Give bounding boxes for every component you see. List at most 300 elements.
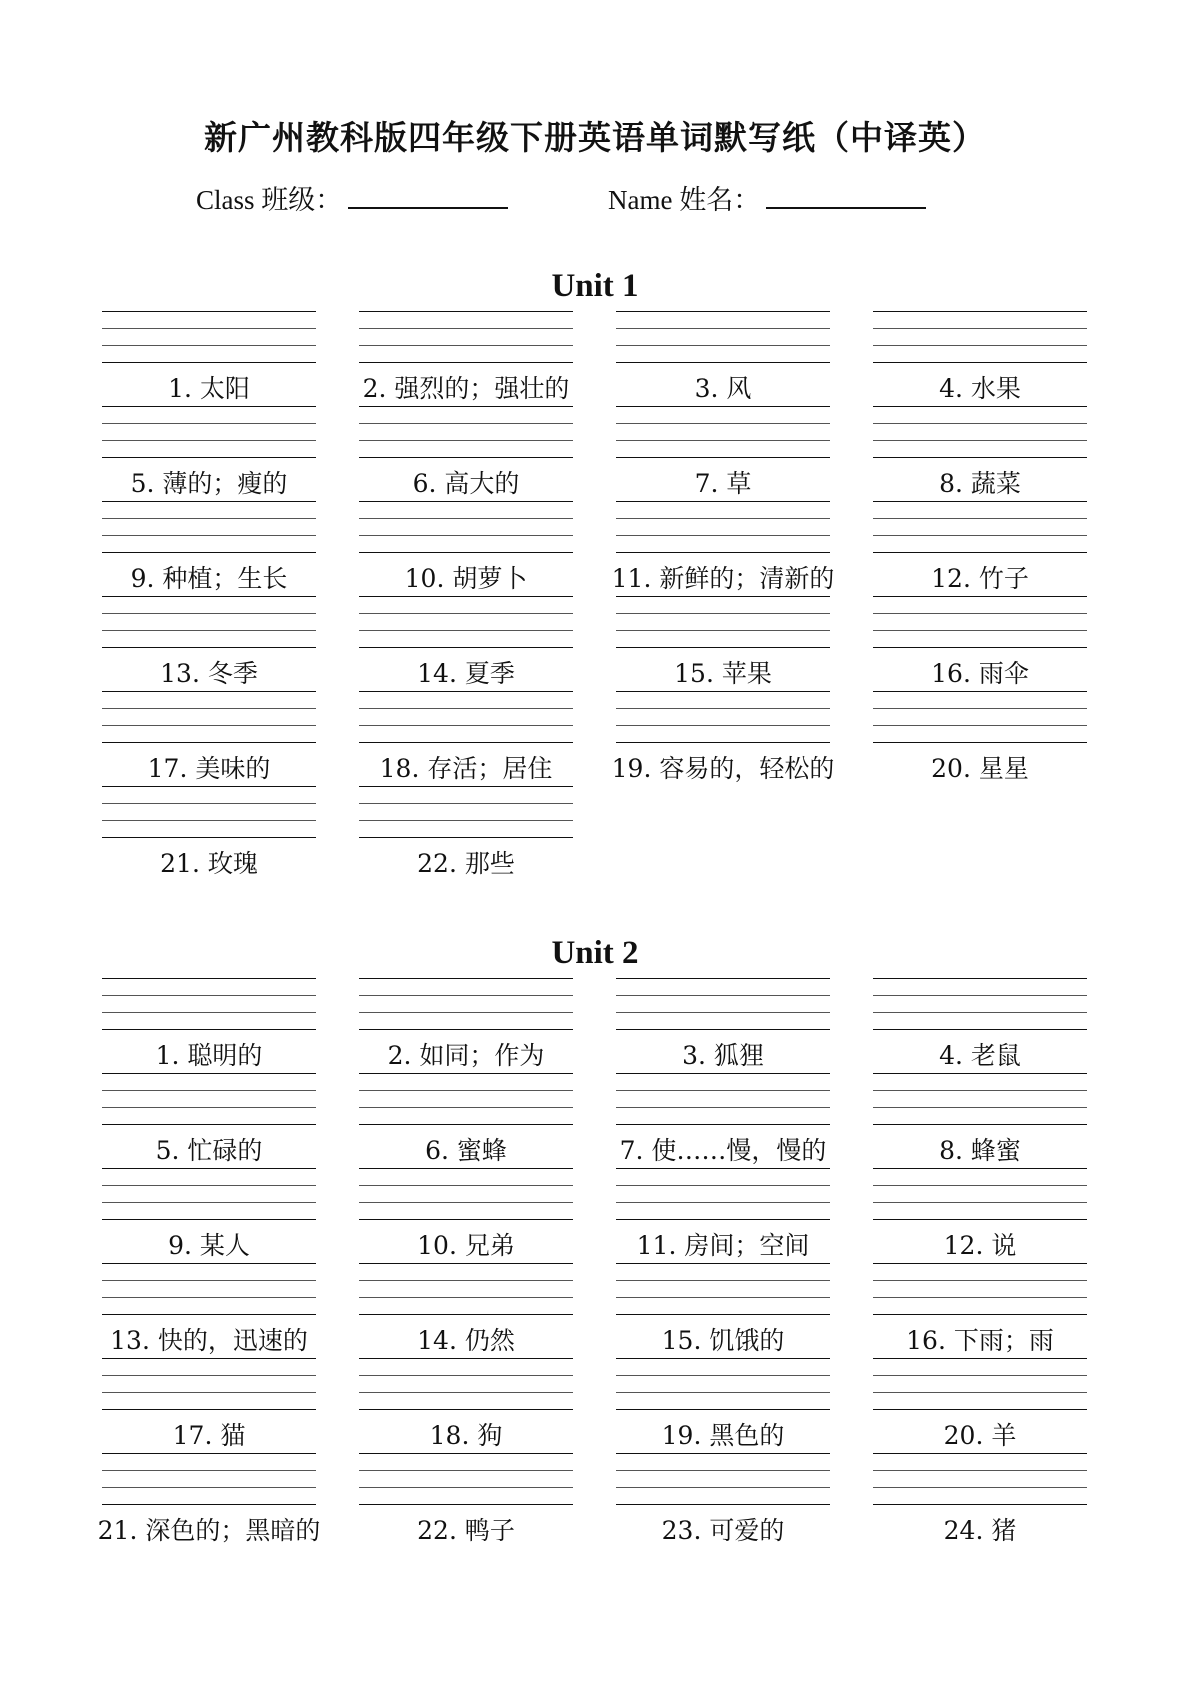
- writing-lines[interactable]: [102, 501, 316, 553]
- writing-line: [873, 406, 1087, 407]
- writing-line: [359, 708, 573, 709]
- word-entry: [359, 978, 573, 1068]
- word-entry: [873, 1073, 1087, 1163]
- writing-line: [873, 1504, 1087, 1505]
- writing-line: [102, 803, 316, 804]
- writing-lines[interactable]: [359, 1263, 573, 1315]
- writing-line: [102, 725, 316, 726]
- writing-lines[interactable]: [616, 406, 830, 458]
- word-entry: [102, 786, 316, 876]
- writing-line: [102, 1073, 316, 1074]
- writing-line: [873, 1185, 1087, 1186]
- writing-line: [873, 1219, 1087, 1220]
- writing-line: [102, 837, 316, 838]
- writing-line: [616, 406, 830, 407]
- word-prompt: 14. 夏季: [417, 659, 515, 688]
- writing-lines[interactable]: [873, 406, 1087, 458]
- writing-line: [616, 647, 830, 648]
- word-entry: [359, 1263, 573, 1353]
- word-entry: [873, 406, 1087, 496]
- class-label: Class 班级：: [196, 185, 343, 215]
- word-prompt: 2. 强烈的；强壮的: [362, 374, 570, 403]
- writing-lines[interactable]: [873, 691, 1087, 743]
- writing-line: [873, 630, 1087, 631]
- writing-lines[interactable]: [102, 1453, 316, 1505]
- word-entry: [102, 978, 316, 1068]
- writing-lines[interactable]: [102, 978, 316, 1030]
- word-entry: [616, 311, 830, 401]
- writing-line: [359, 613, 573, 614]
- word-entry: [359, 1073, 573, 1163]
- writing-line: [359, 837, 573, 838]
- writing-line: [102, 742, 316, 743]
- unit1-title: Unit 1: [551, 268, 639, 304]
- writing-line: [873, 362, 1087, 363]
- writing-line: [359, 978, 573, 979]
- writing-lines[interactable]: [102, 406, 316, 458]
- word-entry: [102, 311, 316, 401]
- writing-lines[interactable]: [359, 406, 573, 458]
- writing-line: [102, 613, 316, 614]
- writing-lines[interactable]: [102, 691, 316, 743]
- writing-line: [873, 311, 1087, 312]
- writing-lines[interactable]: [616, 978, 830, 1030]
- writing-lines[interactable]: [102, 311, 316, 363]
- writing-line: [873, 518, 1087, 519]
- writing-lines[interactable]: [102, 1263, 316, 1315]
- writing-line: [359, 596, 573, 597]
- writing-line: [102, 457, 316, 458]
- writing-line: [359, 1029, 573, 1030]
- word-prompt: 4. 老鼠: [939, 1041, 1021, 1070]
- word-entry: [616, 1358, 830, 1448]
- writing-lines[interactable]: [359, 691, 573, 743]
- writing-line: [102, 1185, 316, 1186]
- writing-line: [102, 1012, 316, 1013]
- writing-line: [102, 1297, 316, 1298]
- word-prompt: 20. 羊: [943, 1421, 1017, 1450]
- writing-line: [102, 1504, 316, 1505]
- writing-line: [616, 1470, 830, 1471]
- writing-line: [616, 362, 830, 363]
- word-prompt: 4. 水果: [939, 374, 1021, 403]
- writing-line: [616, 1280, 830, 1281]
- writing-line: [359, 1280, 573, 1281]
- word-entry: [873, 1263, 1087, 1353]
- word-entry: [616, 406, 830, 496]
- word-prompt: 10. 兄弟: [417, 1231, 515, 1260]
- writing-line: [102, 345, 316, 346]
- writing-line: [873, 725, 1087, 726]
- word-prompt: 23. 可爱的: [661, 1516, 785, 1545]
- word-prompt: 11. 房间；空间: [636, 1231, 810, 1260]
- writing-line: [102, 708, 316, 709]
- writing-lines[interactable]: [873, 501, 1087, 553]
- writing-line: [873, 596, 1087, 597]
- unit2-title: Unit 2: [551, 935, 639, 971]
- writing-line: [359, 423, 573, 424]
- writing-line: [359, 1202, 573, 1203]
- word-entry: [616, 1453, 830, 1543]
- writing-line: [359, 1314, 573, 1315]
- writing-line: [359, 311, 573, 312]
- writing-line: [616, 311, 830, 312]
- writing-lines[interactable]: [616, 501, 830, 553]
- word-entry: [97, 1453, 321, 1545]
- writing-line: [359, 535, 573, 536]
- word-prompt: 3. 狐狸: [682, 1041, 764, 1070]
- writing-lines[interactable]: [359, 1453, 573, 1505]
- writing-line: [102, 630, 316, 631]
- writing-line: [359, 1504, 573, 1505]
- word-prompt: 22. 鸭子: [417, 1516, 515, 1545]
- word-prompt: 18. 狗: [429, 1421, 503, 1450]
- word-entry: [359, 786, 573, 876]
- writing-line: [873, 1124, 1087, 1125]
- writing-line: [102, 1090, 316, 1091]
- writing-line: [616, 1012, 830, 1013]
- writing-lines[interactable]: [873, 311, 1087, 363]
- writing-lines[interactable]: [102, 1168, 316, 1220]
- word-prompt: 7. 使……慢，慢的: [619, 1136, 827, 1165]
- writing-line: [616, 501, 830, 502]
- writing-line: [359, 1487, 573, 1488]
- writing-line: [873, 1168, 1087, 1169]
- word-entry: [102, 1073, 316, 1163]
- writing-lines[interactable]: [359, 1358, 573, 1410]
- writing-line: [102, 1375, 316, 1376]
- writing-line: [616, 1487, 830, 1488]
- writing-line: [359, 440, 573, 441]
- writing-line: [873, 1280, 1087, 1281]
- word-entry: [616, 1263, 830, 1353]
- writing-line: [616, 742, 830, 743]
- word-entry: [873, 691, 1087, 781]
- writing-line: [359, 1409, 573, 1410]
- word-prompt: 21. 深色的；黑暗的: [97, 1516, 321, 1545]
- writing-line: [616, 691, 830, 692]
- word-entry: [359, 406, 573, 496]
- writing-line: [359, 1012, 573, 1013]
- class-blank[interactable]: [348, 185, 508, 209]
- writing-line: [873, 742, 1087, 743]
- writing-line: [102, 311, 316, 312]
- writing-line: [359, 1073, 573, 1074]
- writing-line: [102, 978, 316, 979]
- writing-line: [873, 1029, 1087, 1030]
- writing-line: [102, 1470, 316, 1471]
- word-entry: [102, 1358, 316, 1448]
- word-prompt: 15. 苹果: [674, 659, 772, 688]
- word-entry: [359, 1358, 573, 1448]
- class-field: [196, 178, 508, 217]
- writing-line: [616, 1375, 830, 1376]
- writing-line: [616, 1392, 830, 1393]
- word-entry: [102, 406, 316, 496]
- word-prompt: 11. 新鲜的；清新的: [611, 564, 835, 593]
- writing-line: [102, 1280, 316, 1281]
- writing-line: [616, 457, 830, 458]
- writing-line: [102, 995, 316, 996]
- writing-line: [616, 995, 830, 996]
- writing-lines[interactable]: [359, 978, 573, 1030]
- writing-line: [359, 691, 573, 692]
- writing-line: [873, 1409, 1087, 1410]
- writing-line: [616, 1453, 830, 1454]
- writing-lines[interactable]: [359, 501, 573, 553]
- writing-line: [873, 501, 1087, 502]
- word-entry: [611, 691, 835, 783]
- writing-line: [873, 345, 1087, 346]
- writing-line: [616, 1358, 830, 1359]
- writing-line: [359, 501, 573, 502]
- word-entry: [616, 1168, 830, 1258]
- word-prompt: 8. 蜂蜜: [939, 1136, 1021, 1165]
- writing-line: [873, 647, 1087, 648]
- writing-lines[interactable]: [359, 596, 573, 648]
- writing-line: [102, 440, 316, 441]
- writing-line: [616, 423, 830, 424]
- writing-line: [359, 803, 573, 804]
- word-prompt: 12. 说: [943, 1231, 1017, 1260]
- writing-line: [359, 457, 573, 458]
- writing-lines[interactable]: [359, 311, 573, 363]
- writing-line: [616, 1314, 830, 1315]
- writing-lines[interactable]: [873, 1358, 1087, 1410]
- word-entry: [359, 311, 573, 401]
- writing-line: [873, 978, 1087, 979]
- word-prompt: 19. 黑色的: [661, 1421, 785, 1450]
- writing-line: [102, 1263, 316, 1264]
- word-entry: [873, 596, 1087, 686]
- writing-lines[interactable]: [616, 1358, 830, 1410]
- word-entry: [359, 501, 573, 591]
- writing-line: [359, 552, 573, 553]
- writing-line: [616, 1124, 830, 1125]
- writing-line: [616, 1219, 830, 1220]
- word-prompt: 5. 忙碌的: [155, 1136, 263, 1165]
- writing-line: [873, 328, 1087, 329]
- writing-lines[interactable]: [102, 786, 316, 838]
- writing-line: [359, 647, 573, 648]
- word-prompt: 16. 雨伞: [931, 659, 1029, 688]
- word-entry: [102, 691, 316, 781]
- word-prompt: 10. 胡萝卜: [404, 564, 528, 593]
- word-prompt: 2. 如同；作为: [387, 1041, 545, 1070]
- word-prompt: 12. 竹子: [931, 564, 1029, 593]
- writing-lines[interactable]: [873, 596, 1087, 648]
- writing-lines[interactable]: [616, 1453, 830, 1505]
- word-prompt: 1. 太阳: [168, 374, 250, 403]
- word-entry: [102, 1263, 316, 1353]
- word-prompt: 14. 仍然: [417, 1326, 515, 1355]
- writing-line: [616, 1504, 830, 1505]
- writing-line: [616, 1263, 830, 1264]
- writing-line: [359, 1107, 573, 1108]
- writing-line: [616, 1029, 830, 1030]
- writing-line: [616, 613, 830, 614]
- writing-line: [873, 1470, 1087, 1471]
- writing-line: [873, 1297, 1087, 1298]
- word-prompt: 20. 星星: [931, 754, 1029, 783]
- word-prompt: 3. 风: [694, 374, 752, 403]
- writing-lines[interactable]: [359, 1168, 573, 1220]
- writing-line: [873, 1012, 1087, 1013]
- writing-line: [873, 1090, 1087, 1091]
- writing-line: [616, 1073, 830, 1074]
- writing-line: [102, 1219, 316, 1220]
- writing-line: [616, 978, 830, 979]
- word-prompt: 9. 某人: [168, 1231, 250, 1260]
- writing-line: [359, 742, 573, 743]
- word-prompt: 8. 蔬菜: [939, 469, 1021, 498]
- writing-line: [359, 1375, 573, 1376]
- writing-lines[interactable]: [102, 1358, 316, 1410]
- writing-line: [873, 995, 1087, 996]
- writing-lines[interactable]: [359, 786, 573, 838]
- writing-line: [102, 1409, 316, 1410]
- writing-lines[interactable]: [616, 1263, 830, 1315]
- writing-lines[interactable]: [873, 1263, 1087, 1315]
- writing-line: [873, 457, 1087, 458]
- writing-line: [616, 1202, 830, 1203]
- page-title: 新广州教科版四年级下册英语单词默写纸（中译英）: [204, 118, 986, 157]
- writing-lines[interactable]: [102, 1073, 316, 1125]
- word-entry: [102, 501, 316, 591]
- writing-line: [616, 630, 830, 631]
- word-prompt: 21. 玫瑰: [160, 849, 258, 878]
- word-entry: [359, 596, 573, 686]
- writing-lines[interactable]: [616, 311, 830, 363]
- word-prompt: 24. 猪: [943, 1516, 1017, 1545]
- writing-lines[interactable]: [873, 1073, 1087, 1125]
- writing-line: [873, 1202, 1087, 1203]
- writing-line: [873, 440, 1087, 441]
- writing-line: [102, 647, 316, 648]
- writing-line: [616, 1297, 830, 1298]
- writing-line: [873, 535, 1087, 536]
- writing-lines[interactable]: [616, 1073, 830, 1125]
- writing-line: [873, 691, 1087, 692]
- writing-line: [102, 518, 316, 519]
- word-prompt: 22. 那些: [417, 849, 515, 878]
- writing-line: [873, 1487, 1087, 1488]
- word-entry: [102, 596, 316, 686]
- word-entry: [616, 978, 830, 1068]
- writing-line: [359, 1453, 573, 1454]
- word-prompt: 17. 猫: [172, 1421, 246, 1450]
- writing-line: [616, 518, 830, 519]
- writing-line: [873, 1358, 1087, 1359]
- word-prompt: 5. 薄的；瘦的: [130, 469, 288, 498]
- writing-line: [102, 1487, 316, 1488]
- writing-line: [102, 535, 316, 536]
- writing-line: [359, 995, 573, 996]
- writing-line: [102, 423, 316, 424]
- writing-line: [359, 1090, 573, 1091]
- word-entry: [873, 1168, 1087, 1258]
- word-prompt: 13. 快的，迅速的: [110, 1326, 308, 1355]
- writing-lines[interactable]: [873, 1453, 1087, 1505]
- writing-line: [873, 1453, 1087, 1454]
- writing-line: [616, 535, 830, 536]
- writing-line: [873, 613, 1087, 614]
- writing-lines[interactable]: [616, 1168, 830, 1220]
- writing-line: [359, 1392, 573, 1393]
- writing-line: [359, 1297, 573, 1298]
- word-prompt: 15. 饥饿的: [661, 1326, 785, 1355]
- writing-line: [359, 345, 573, 346]
- writing-lines[interactable]: [616, 691, 830, 743]
- writing-line: [102, 1453, 316, 1454]
- writing-line: [873, 423, 1087, 424]
- writing-line: [359, 1470, 573, 1471]
- writing-line: [616, 1409, 830, 1410]
- writing-line: [102, 691, 316, 692]
- writing-line: [616, 725, 830, 726]
- writing-line: [359, 1185, 573, 1186]
- word-prompt: 16. 下雨；雨: [906, 1326, 1054, 1355]
- writing-line: [102, 1392, 316, 1393]
- word-entry: [873, 501, 1087, 591]
- writing-line: [616, 440, 830, 441]
- writing-lines[interactable]: [359, 1073, 573, 1125]
- writing-line: [873, 1392, 1087, 1393]
- writing-line: [616, 552, 830, 553]
- writing-line: [102, 1168, 316, 1169]
- writing-line: [359, 362, 573, 363]
- word-entry: [616, 596, 830, 686]
- writing-line: [102, 1107, 316, 1108]
- writing-line: [616, 1090, 830, 1091]
- name-blank[interactable]: [766, 185, 926, 209]
- writing-line: [102, 552, 316, 553]
- writing-lines[interactable]: [616, 596, 830, 648]
- writing-lines[interactable]: [102, 596, 316, 648]
- word-entry: [611, 501, 835, 593]
- writing-lines[interactable]: [873, 1168, 1087, 1220]
- word-entry: [102, 1168, 316, 1258]
- word-prompt: 7. 草: [694, 469, 752, 498]
- word-prompt: 13. 冬季: [160, 659, 258, 688]
- writing-line: [359, 406, 573, 407]
- writing-lines[interactable]: [873, 978, 1087, 1030]
- writing-line: [616, 345, 830, 346]
- writing-line: [873, 1314, 1087, 1315]
- word-entry: [359, 691, 573, 781]
- writing-line: [102, 596, 316, 597]
- word-prompt: 6. 高大的: [412, 469, 520, 498]
- writing-line: [873, 1375, 1087, 1376]
- writing-line: [359, 786, 573, 787]
- writing-line: [616, 596, 830, 597]
- word-prompt: 17. 美味的: [147, 754, 271, 783]
- writing-line: [102, 1202, 316, 1203]
- writing-line: [359, 1263, 573, 1264]
- writing-line: [102, 1029, 316, 1030]
- writing-line: [359, 518, 573, 519]
- word-entry: [873, 1358, 1087, 1448]
- word-prompt: 9. 种植；生长: [130, 564, 288, 593]
- writing-line: [616, 1168, 830, 1169]
- writing-line: [873, 1107, 1087, 1108]
- writing-line: [102, 820, 316, 821]
- writing-line: [359, 328, 573, 329]
- writing-line: [873, 1073, 1087, 1074]
- word-prompt: 1. 聪明的: [155, 1041, 263, 1070]
- word-prompt: 19. 容易的，轻松的: [611, 754, 835, 783]
- writing-line: [873, 552, 1087, 553]
